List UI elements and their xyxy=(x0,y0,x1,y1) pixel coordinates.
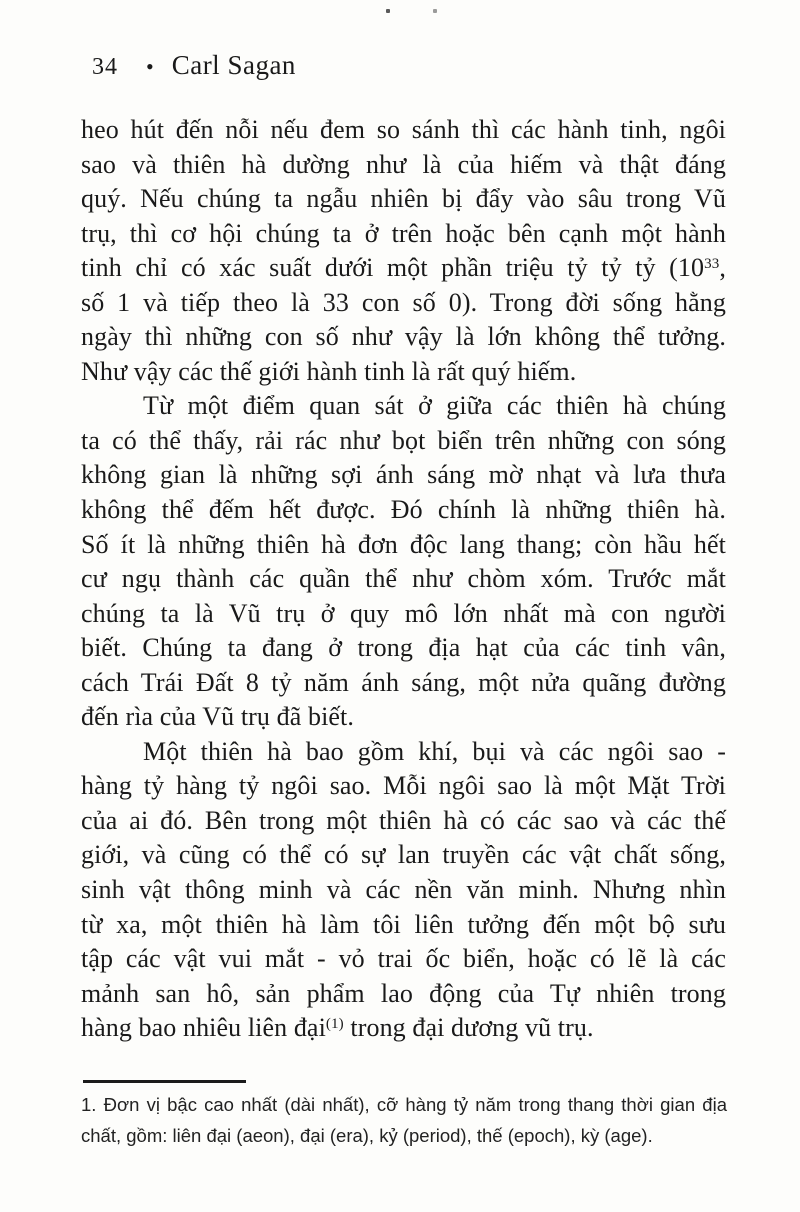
text-segment: số 1 và tiếp theo là 33 con số 0). Trong đời sống hằng xyxy=(81,287,726,317)
text-line xyxy=(81,424,726,459)
text-segment: chúng ta là Vũ trụ ở quy mô lớn nhất mà con người xyxy=(81,598,726,628)
text-line xyxy=(81,458,726,493)
text-segment: từ xa, một thiên hà làm tôi liên tưởng đến một bộ sưu xyxy=(81,909,726,939)
text-line xyxy=(81,1011,726,1046)
text-line xyxy=(81,286,726,321)
text-line xyxy=(81,251,726,286)
text-line xyxy=(81,320,726,355)
text-segment: tập các vật vui mắt - vỏ trai ốc biển, hoặc có lẽ là các xyxy=(81,944,726,974)
superscript-reference: (1) xyxy=(325,1015,344,1032)
text-segment: quý. Nếu chúng ta ngẫu nhiên bị đẩy vào sâu trong Vũ xyxy=(81,184,726,214)
text-line xyxy=(81,528,726,563)
text-segment: trong đại dương vũ trụ. xyxy=(343,1013,594,1043)
text-segment: ta có thể thấy, rải rác như bọt biển trên những con sóng xyxy=(81,425,726,455)
superscript-reference: 33 xyxy=(704,255,720,272)
text-line xyxy=(81,113,726,148)
text-segment: sinh vật thông minh và các nền văn minh. Nhưng nhìn xyxy=(81,875,726,905)
text-segment: của ai đó. Bên trong một thiên hà có các sao và các thế xyxy=(81,805,726,835)
text-line xyxy=(81,148,726,183)
page-number: 34 xyxy=(92,54,118,80)
text-line xyxy=(81,217,726,252)
text-segment: cư ngụ thành các quần thể như chòm xóm. Trước mắt xyxy=(81,564,726,594)
page-header xyxy=(92,50,296,81)
text-segment: biết. Chúng ta đang ở trong địa hạt của các tinh vân, xyxy=(81,633,726,663)
text-segment: Một thiên hà bao gồm khí, bụi và các ngôi sao - xyxy=(143,736,726,766)
text-line xyxy=(81,804,726,839)
text-line xyxy=(81,873,726,908)
scan-speck xyxy=(386,9,390,13)
text-segment: không gian là những sợi ánh sáng mờ nhạt và lưa thưa xyxy=(81,460,726,490)
text-segment: tinh chỉ có xác suất dưới một phần triệu tỷ tỷ tỷ (10 xyxy=(81,253,705,283)
text-line xyxy=(81,631,726,666)
text-segment: heo hút đến nỗi nếu đem so sánh thì các hành tinh, ngôi xyxy=(81,115,726,144)
text-segment: sao và thiên hà dường như là của hiếm và thật đáng xyxy=(81,149,726,179)
footnote xyxy=(81,1089,727,1151)
text-segment: hàng bao nhiêu liên đại xyxy=(81,1013,326,1043)
text-line xyxy=(81,493,726,528)
text-segment: trụ, thì cơ hội chúng ta ở trên hoặc bên cạnh một hành xyxy=(81,218,726,248)
scan-speck xyxy=(433,9,437,13)
body-text xyxy=(81,113,726,1046)
bullet-separator: • xyxy=(146,54,154,79)
text-line xyxy=(81,977,726,1012)
text-line xyxy=(81,700,726,735)
text-segment: ngày thì những con số như vậy là lớn không thể tưởng. xyxy=(81,322,726,352)
text-line xyxy=(81,389,726,424)
text-segment: , xyxy=(719,253,726,283)
text-line xyxy=(81,1089,727,1120)
text-line xyxy=(81,1120,727,1151)
text-segment: Từ một điểm quan sát ở giữa các thiên hà chúng xyxy=(143,391,726,421)
text-segment: hàng tỷ hàng tỷ ngôi sao. Mỗi ngôi sao là một Mặt Trời xyxy=(81,771,726,801)
text-line xyxy=(81,769,726,804)
text-segment: mảnh san hô, sản phẩm lao động của Tự nhiên trong xyxy=(81,978,726,1008)
text-line xyxy=(81,942,726,977)
text-segment: đến rìa của Vũ trụ đã biết. xyxy=(81,702,354,732)
text-segment: không thể đếm hết được. Đó chính là những thiên hà. xyxy=(81,495,726,525)
text-line xyxy=(81,597,726,632)
text-segment: Số ít là những thiên hà đơn độc lang thang; còn hầu hết xyxy=(81,529,726,559)
text-segment: 1. Đơn vị bậc cao nhất (dài nhất), cỡ hàng tỷ năm trong thang thời gian địa xyxy=(81,1094,727,1115)
text-line xyxy=(81,666,726,701)
text-segment: chất, gồm: liên đại (aeon), đại (era), kỷ (period), thế (epoch), kỳ (age). xyxy=(81,1125,653,1146)
text-segment: giới, và cũng có thể có sự lan truyền các vật chất sống, xyxy=(81,840,726,870)
text-line xyxy=(81,908,726,943)
text-segment: Như vậy các thế giới hành tinh là rất quý hiếm. xyxy=(81,356,577,386)
running-head-title: Carl Sagan xyxy=(171,50,296,80)
text-line xyxy=(81,182,726,217)
text-line xyxy=(81,562,726,597)
footnote-divider xyxy=(83,1080,246,1083)
text-line xyxy=(81,735,726,770)
text-line xyxy=(81,838,726,873)
text-line xyxy=(81,355,726,390)
text-segment: cách Trái Đất 8 tỷ năm ánh sáng, một nửa quãng đường xyxy=(81,667,726,697)
